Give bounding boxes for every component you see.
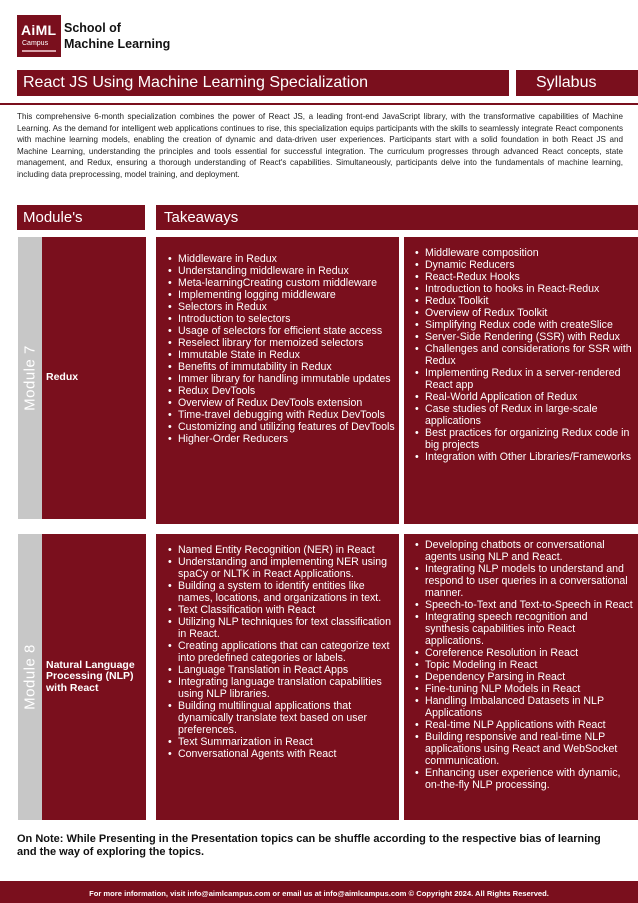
takeaway-item: • Immer library for handling immutable updates	[167, 373, 395, 385]
intro-paragraph: This comprehensive 6-month specialization combines the power of React JS, a leading front-end JavaScript library, with the transformative capabilities of Machine Learning. As the demand for intelligent web applications continues to rise, this specialization equips participants with the skills to seamlessly integrate React components with machine learning models, enabling the creation of dynamic and data-driven user experiences. Participants start with a solid foundation in both React JS and Machine Learning, understanding the principles and tools essential for successful integration. The curriculum progresses through advanced React concepts, state management, and Redux, ensuring a thorough understanding of React's capabilities. Simultaneously, participants delve into the fundamentals of machine learning, including data preprocessing, model training, and deployment.	[17, 112, 623, 179]
takeaway-list	[167, 253, 395, 445]
takeaways-header: Takeaways	[156, 205, 638, 230]
takeaway-item: • Redux Toolkit	[414, 295, 634, 307]
page-title: React JS Using Machine Learning Specialization	[17, 70, 509, 96]
header-divider	[0, 103, 638, 105]
takeaway-item: • Creating applications that can categorize text into predefined categories or labels.	[167, 640, 395, 664]
takeaway-item: • Server-Side Rendering (SSR) with Redux	[414, 331, 634, 343]
takeaway-item: • Integration with Other Libraries/Frameworks	[414, 451, 634, 463]
takeaway-item: • Implementing logging middleware	[167, 289, 395, 301]
takeaway-item: • Building responsive and real-time NLP applications using React and WebSocket communication.	[414, 731, 634, 767]
takeaway-item: • Developing chatbots or conversational agents using NLP and React.	[414, 539, 634, 563]
takeaway-item: • Customizing and utilizing features of DevTools	[167, 421, 395, 433]
takeaway-item: • Understanding middleware in Redux	[167, 265, 395, 277]
takeaway-item: • Text Summarization in React	[167, 736, 395, 748]
module-8-tab	[18, 534, 42, 820]
takeaway-item: • Dynamic Reducers	[414, 259, 634, 271]
takeaway-item: • Building a system to identify entities like names, locations, and organizations in text.	[167, 580, 395, 604]
takeaway-item: • Handling Imbalanced Datasets in NLP Applications	[414, 695, 634, 719]
takeaway-item: • Understanding and implementing NER using spaCy or NLTK in React Applications.	[167, 556, 395, 580]
takeaway-item: • Reselect library for memoized selectors	[167, 337, 395, 349]
takeaway-item: • Building multilingual applications that dynamically translate text based on user preferences.	[167, 700, 395, 736]
takeaway-item: • Fine-tuning NLP Models in React	[414, 683, 634, 695]
school-name	[64, 20, 264, 52]
logo	[17, 15, 61, 57]
module-8-name: Natural Language Processing (NLP) with React	[42, 534, 146, 820]
takeaway-item: • Higher-Order Reducers	[167, 433, 395, 445]
logo-underline	[22, 50, 56, 52]
takeaway-item: • Introduction to hooks in React-Redux	[414, 283, 634, 295]
module-8-takeaways-left	[156, 534, 399, 820]
syllabus-label: Syllabus	[516, 70, 638, 96]
takeaway-item: • Integrating NLP models to understand and respond to user queries in a conversational manner.	[414, 563, 634, 599]
takeaway-item: • Simplifying Redux code with createSlice	[414, 319, 634, 331]
takeaway-item: • Time-travel debugging with Redux DevTools	[167, 409, 395, 421]
takeaway-item: • Meta-learningCreating custom middleware	[167, 277, 395, 289]
takeaway-item: • Named Entity Recognition (NER) in React	[167, 544, 395, 556]
takeaway-item: • Coreference Resolution in React	[414, 647, 634, 659]
takeaway-item: • Conversational Agents with React	[167, 748, 395, 760]
takeaway-item: • Immutable State in Redux	[167, 349, 395, 361]
module-7-name: Redux	[42, 237, 146, 519]
takeaway-item: • Introduction to selectors	[167, 313, 395, 325]
modules-header: Module's	[17, 205, 145, 230]
takeaway-item: • Enhancing user experience with dynamic, on-the-fly NLP processing.	[414, 767, 634, 791]
logo-text: AiML	[21, 22, 57, 38]
takeaway-list	[414, 247, 634, 463]
presentation-note: On Note: While Presenting in the Presentation topics can be shuffle according to the respective bias of learning and the way of exploring the topics.	[17, 833, 601, 858]
takeaway-item: • Text Classification with React	[167, 604, 395, 616]
module-7-label: Module 7	[21, 345, 39, 411]
takeaway-item: • Integrating speech recognition and synthesis capabilities into React applications.	[414, 611, 634, 647]
takeaway-item: • Dependency Parsing in React	[414, 671, 634, 683]
takeaway-item: • Language Translation in React Apps	[167, 664, 395, 676]
footer: For more information, visit info@aimlcampus.com or email us at info@aimlcampus.com © Copyright 2024. All Rights Reserved.	[0, 881, 638, 903]
module-7-takeaways-right	[404, 237, 638, 524]
takeaway-list	[167, 544, 395, 760]
takeaway-item: • Middleware composition	[414, 247, 634, 259]
takeaway-list	[414, 539, 634, 791]
module-8-label: Module 8	[21, 644, 39, 710]
takeaway-item: • Implementing Redux in a server-rendered React app	[414, 367, 634, 391]
takeaway-item: • Overview of Redux Toolkit	[414, 307, 634, 319]
module-7-takeaways-left	[156, 237, 399, 524]
takeaway-item: • Benefits of immutability in Redux	[167, 361, 395, 373]
takeaway-item: • Real-World Application of Redux	[414, 391, 634, 403]
module-8-takeaways-right	[404, 534, 638, 820]
takeaway-item: • React-Redux Hooks	[414, 271, 634, 283]
takeaway-item: • Topic Modeling in React	[414, 659, 634, 671]
logo-subtext: Campus	[22, 40, 49, 47]
takeaway-item: • Speech-to-Text and Text-to-Speech in React	[414, 599, 634, 611]
takeaway-item: • Real-time NLP Applications with React	[414, 719, 634, 731]
module-7-tab	[18, 237, 42, 519]
takeaway-item: • Selectors in Redux	[167, 301, 395, 313]
takeaway-item: • Integrating language translation capabilities using NLP libraries.	[167, 676, 395, 700]
takeaway-item: • Usage of selectors for efficient state access	[167, 325, 395, 337]
takeaway-item: • Middleware in Redux	[167, 253, 395, 265]
takeaway-item: • Overview of Redux DevTools extension	[167, 397, 395, 409]
takeaway-item: • Redux DevTools	[167, 385, 395, 397]
school-name-line1: School of	[64, 21, 121, 35]
takeaway-item: • Best practices for organizing Redux code in big projects	[414, 427, 634, 451]
school-name-line2: Machine Learning	[64, 37, 171, 51]
takeaway-item: • Case studies of Redux in large-scale applications	[414, 403, 634, 427]
takeaway-item: • Utilizing NLP techniques for text classification in React.	[167, 616, 395, 640]
takeaway-item: • Challenges and considerations for SSR with Redux	[414, 343, 634, 367]
